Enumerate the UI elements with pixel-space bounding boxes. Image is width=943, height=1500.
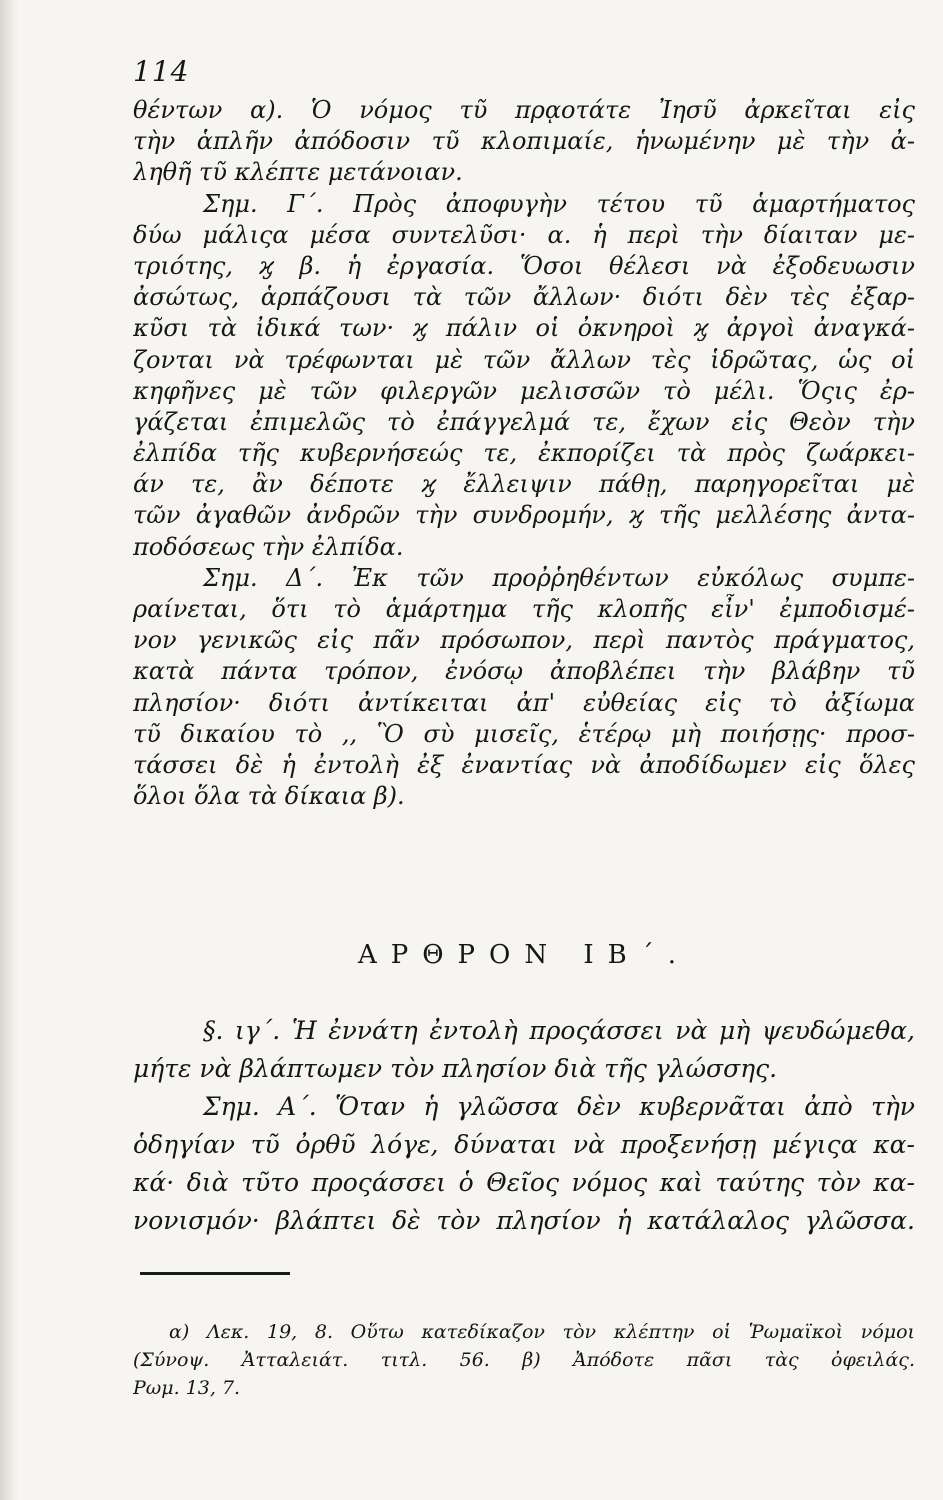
footnotes (133, 1318, 915, 1402)
text-line: ληθῆ τῦ κλέπτε μετάνοιαν. (133, 158, 463, 187)
text-line: κατὰ πάντα τρόπον, ἐνόσῳ ἀποβλέπει τὴν βλάβην τῦ (133, 657, 915, 686)
text-line: γάζεται ἐπιμελῶς τὸ ἐπάγγελμά τε, ἔχων εἰς Θεὸν τὴν (133, 407, 915, 436)
text-line: ἐλπίδα τῆς κυβερνήσεώς τε, ἐκπορίζει τὰ πρὸς ζωάρκει- (133, 439, 915, 468)
footnote-divider (140, 1272, 290, 1275)
text-line: τῶν ἀγαθῶν ἀνδρῶν τὴν συνδρομήν, ϗ τῆς μελλέσης ἀντα- (133, 501, 915, 530)
text-line: ποδόσεως τὴν ἐλπίδα. (133, 532, 404, 561)
text-line: τριότης, ϗ β. ἡ ἐργασία. Ὅσοι θέλεσι νὰ ἐξοδευωσιν (133, 251, 915, 280)
footnote-line: Ρωμ. 13, 7. (133, 1377, 241, 1399)
text-line: άν τε, ἂν δέποτε ϗ ἔλλειψιν πάθῃ, παρηγορεῖται μὲ (133, 470, 915, 499)
text-line: νον γενικῶς εἰς πᾶν πρόσωπον, περὶ παντὸς πράγματος, (133, 626, 915, 655)
text-line: θέντων α). Ὁ νόμος τῦ πρᾳοτάτε Ἰησῦ ἀρκεῖται εἰς (133, 96, 915, 124)
article-heading: ΑΡΘΡΟΝ ΙΒ΄. (357, 940, 691, 970)
footnote-line: (Σύνοψ. Ἀτταλειάτ. τιτλ. 56. β) Ἀπόδοτε πᾶσι τὰς ὀφειλάς. (133, 1349, 915, 1371)
text-line: τὴν ἁπλῆν ἀπόδοσιν τῦ κλοπιμαίε, ἡνωμένην μὲ τὴν ἀ- (133, 127, 915, 156)
text-line: κηφῆνες μὲ τῶν φιλεργῶν μελισσῶν τὸ μέλι. Ὅςις ἐρ- (133, 376, 915, 405)
text-line: πλησίον· διότι ἀντίκειται ἀπ' εὐθείας εἰς τὸ ἀξίωμα (133, 688, 915, 717)
text-line: δύω μάλιςα μέσα συντελῦσι· α. ἡ περὶ τὴν δίαιταν με- (133, 220, 915, 249)
main-text (133, 95, 915, 812)
text-line: κά· διὰ τῦτο προςάσσει ὁ Θεῖος νόμος καὶ ταύτης τὸν κα- (133, 1168, 915, 1197)
text-line: Σημ. Γ΄. Πρὸς ἀποφυγὴν τέτου τῦ ἁμαρτήματος (203, 189, 915, 218)
article-text (133, 1012, 915, 1240)
text-line: §. ιγ΄. Ἡ ἐννάτη ἐντολὴ προςάσσει νὰ μὴ ψευδώμεθα, (203, 1016, 915, 1045)
text-line: ζονται νὰ τρέφωνται μὲ τῶν ἄλλων τὲς ἱδρῶτας, ὡς οἱ (133, 345, 915, 374)
text-line: Σημ. Δ΄. Ἐκ τῶν προῤῥηθέντων εὐκόλως συμπε- (203, 563, 915, 592)
text-line: νονισμόν· βλάπτει δὲ τὸν πλησίον ἡ κατάλαλος γλῶσσα. (133, 1206, 915, 1235)
text-line: τῦ δικαίου τὸ ,, Ὃ σὺ μισεῖς, ἑτέρῳ μὴ ποιήσῃς· προσ- (133, 719, 915, 748)
text-line: μήτε νὰ βλάπτωμεν τὸν πλησίον διὰ τῆς γλώσσης. (133, 1054, 778, 1083)
text-line: ὅλοι ὅλα τὰ δίκαια β). (133, 782, 405, 811)
text-line: ραίνεται, ὅτι τὸ ἁμάρτημα τῆς κλοπῆς εἶν' ἐμποδισμέ- (133, 595, 915, 623)
text-line: ὁδηγίαν τῦ ὀρθῦ λόγε, δύναται νὰ προξενήσῃ μέγιςα κα- (133, 1130, 915, 1159)
text-line: Σημ. Α΄. Ὅταν ἡ γλῶσσα δὲν κυβερνᾶται ἀπὸ τὴν (203, 1092, 915, 1121)
text-line: κῦσι τὰ ἰδικά των· ϗ πάλιν οἱ ὀκνηροὶ ϗ ἀργοὶ ἀναγκά- (133, 314, 915, 343)
gutter-shadow (0, 0, 18, 1500)
page-number: 114 (133, 55, 190, 88)
footnote-line: α) Λεκ. 19, 8. Οὕτω κατεδίκαζον τὸν κλέπτην οἱ Ῥωμαϊκοὶ νόμοι (169, 1321, 915, 1343)
text-line: τάσσει δὲ ἡ ἐντολὴ ἐξ ἐναντίας νὰ ἀποδίδωμεν εἰς ὅλες (133, 750, 915, 779)
text-line: ἀσώτως, ἁρπάζουσι τὰ τῶν ἄλλων· διότι δὲν τὲς ἐξαρ- (133, 283, 915, 312)
